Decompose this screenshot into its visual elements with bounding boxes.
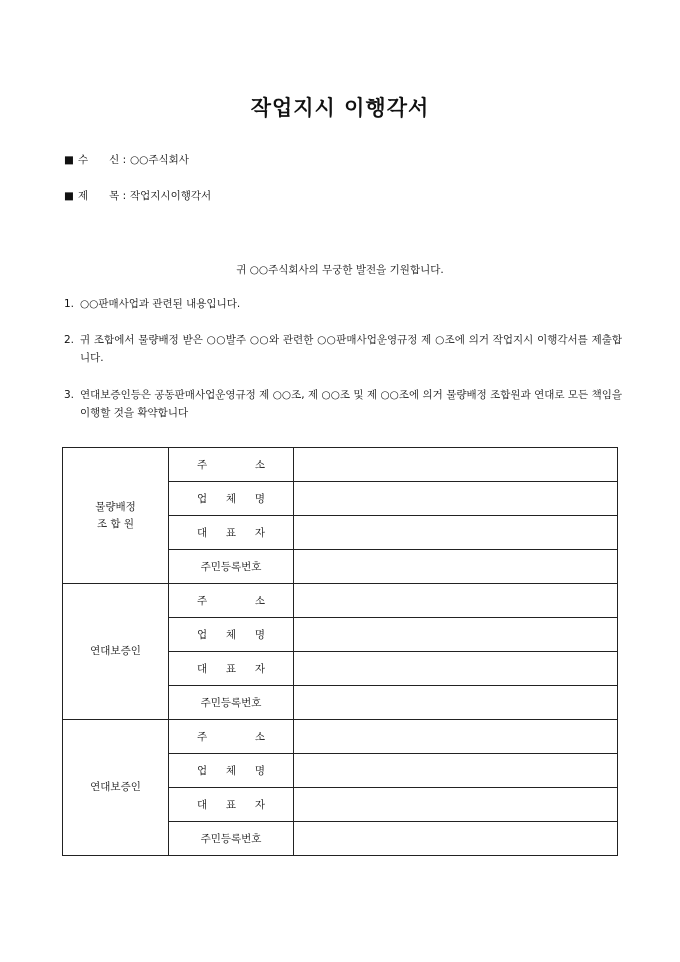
document-title: 작업지시 이행각서: [250, 96, 430, 120]
company-value-cell[interactable]: [294, 754, 618, 788]
representative-value-cell[interactable]: [294, 516, 618, 550]
paragraph-2: [64, 331, 622, 367]
group-label-cell: [63, 584, 169, 720]
group-label-cell: [63, 448, 169, 584]
recipient-value: ○○주식회사: [130, 154, 189, 166]
square-bullet-icon: ■: [64, 190, 74, 202]
square-bullet-icon: ■: [64, 154, 74, 166]
representative-value-cell[interactable]: [294, 788, 618, 822]
address-value-cell[interactable]: [294, 448, 618, 482]
resident-number-value-cell[interactable]: [294, 822, 618, 856]
group-label-cell: [63, 720, 169, 856]
group-label-line1: 연대보증인: [90, 781, 141, 793]
paragraph-1: [64, 295, 622, 313]
recipient-label: 수 신 :: [78, 154, 127, 166]
field-address-label: 주 소: [169, 584, 294, 618]
paragraph-number: 2.: [64, 334, 75, 346]
field-company-label: 업 체 명: [169, 754, 294, 788]
representative-value-cell[interactable]: [294, 652, 618, 686]
field-resident-number-label: 주민등록번호: [169, 550, 294, 584]
subject-row: [64, 188, 211, 203]
greeting-line: 귀 ○○주식회사의 무궁한 발전을 기원합니다.: [236, 264, 444, 276]
table-row: [63, 584, 618, 618]
subject-value: 작업지시이행각서: [130, 190, 212, 202]
paragraph-3: [64, 386, 622, 422]
subject-label: 제 목 :: [78, 190, 127, 202]
field-resident-number-label: 주민등록번호: [169, 822, 294, 856]
recipient-row: [64, 152, 189, 167]
table-row: [63, 720, 618, 754]
group-label-line1: 연대보증인: [90, 645, 141, 657]
field-address-label: 주 소: [169, 720, 294, 754]
group-label-line2: 조 합 원: [96, 517, 135, 530]
resident-number-value-cell[interactable]: [294, 686, 618, 720]
paragraph-number: 3.: [64, 389, 75, 401]
paragraph-text: ○○판매사업과 관련된 내용입니다.: [80, 298, 241, 310]
field-address-label: 주 소: [169, 448, 294, 482]
field-company-label: 업 체 명: [169, 618, 294, 652]
field-representative-label: 대 표 자: [169, 788, 294, 822]
paragraph-text: 연대보증인등은 공동판매사업운영규정 제 ○○조, 제 ○○조 및 제 ○○조에 의거 물량배정 조합원과 연대로 모든 책임을 이행할 것을 확약합니다: [80, 389, 622, 419]
address-value-cell[interactable]: [294, 584, 618, 618]
table-row: [63, 448, 618, 482]
field-company-label: 업 체 명: [169, 482, 294, 516]
paragraph-number: 1.: [64, 298, 75, 310]
company-value-cell[interactable]: [294, 482, 618, 516]
group-label-line1: 물량배정: [95, 500, 136, 513]
resident-number-value-cell[interactable]: [294, 550, 618, 584]
guarantor-info-table: [62, 447, 618, 856]
address-value-cell[interactable]: [294, 720, 618, 754]
paragraph-text: 귀 조합에서 물량배정 받은 ○○발주 ○○와 관련한 ○○판매사업운영규정 제 ○조에 의거 작업지시 이행각서를 제출합니다.: [80, 334, 622, 364]
field-representative-label: 대 표 자: [169, 652, 294, 686]
field-representative-label: 대 표 자: [169, 516, 294, 550]
field-resident-number-label: 주민등록번호: [169, 686, 294, 720]
company-value-cell[interactable]: [294, 618, 618, 652]
